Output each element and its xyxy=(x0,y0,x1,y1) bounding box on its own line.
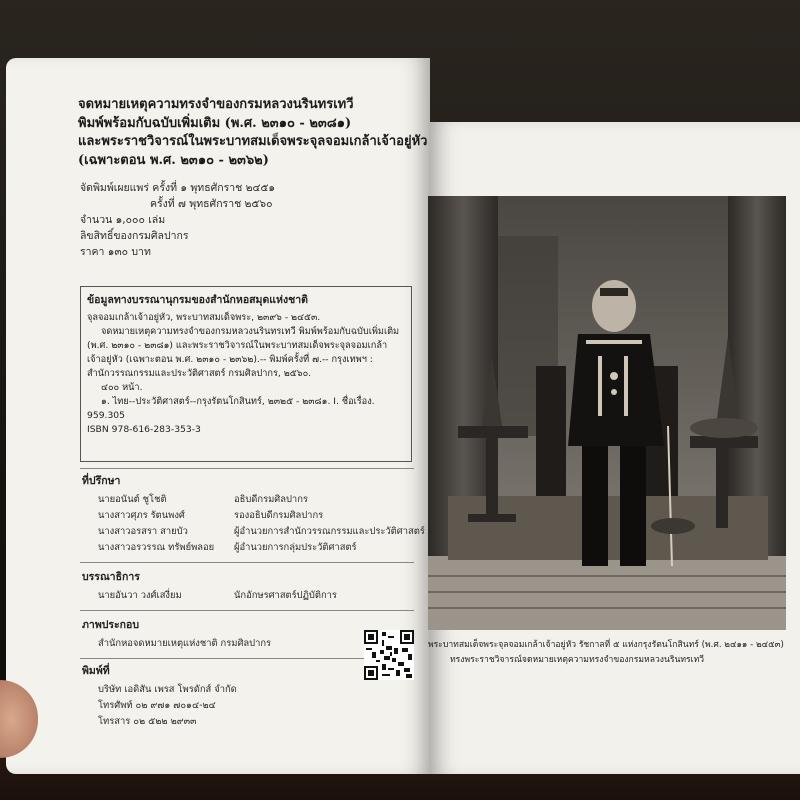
editor-role: นักอักษรศาสตร์ปฏิบัติการ xyxy=(234,590,337,601)
advisor-role: ผู้อำนวยการกลุ่มประวัติศาสตร์ xyxy=(234,542,357,553)
title-line: พิมพ์พร้อมกับฉบับเพิ่มเติม (พ.ศ. ๒๓๑๐ - ๒๓๘๑) xyxy=(78,115,352,131)
copies: จำนวน ๑,๐๐๐ เล่ม xyxy=(80,214,166,226)
portrait-photograph xyxy=(428,196,786,630)
title-line: จดหมายเหตุความทรงจำของกรมหลวงนรินทรเทวี xyxy=(78,97,354,112)
book-title xyxy=(78,96,427,170)
portrait-image xyxy=(428,196,786,630)
divider xyxy=(80,562,414,563)
printer-fax: โทรสาร ๐๒ ๕๒๒ ๒๙๓๓ xyxy=(98,716,197,727)
cip-line: จดหมายเหตุความทรงจำของกรมหลวงนรินทรเทวี พิมพ์พร้อมกับฉบับเพิ่มเติม xyxy=(101,326,400,337)
illustration-source: สำนักหอจดหมายเหตุแห่งชาติ กรมศิลปากร xyxy=(98,638,272,649)
illustration-heading: ภาพประกอบ xyxy=(82,619,140,631)
cip-line: เจ้าอยู่หัว (เฉพาะตอน พ.ศ. ๒๓๑๐ - ๒๓๖๒).-- พิมพ์ครั้งที่ ๗.-- กรุงเทพฯ : xyxy=(87,354,373,365)
cip-line: ISBN 978-616-283-353-3 xyxy=(87,424,201,435)
edition-line-2: ครั้งที่ ๗ พุทธศักราช ๒๕๖๐ xyxy=(150,198,273,210)
divider xyxy=(80,468,414,469)
left-page xyxy=(6,58,430,774)
advisor-name: นายอนันต์ ชูโชติ xyxy=(98,494,167,505)
advisor-role: รองอธิบดีกรมศิลปากร xyxy=(234,510,324,521)
price: ราคา ๑๓๐ บาท xyxy=(80,246,151,258)
copyright: ลิขสิทธิ์ของกรมศิลปากร xyxy=(80,230,189,242)
editor-heading: บรรณาธิการ xyxy=(82,571,140,583)
divider xyxy=(80,610,414,611)
cip-line: จุลจอมเกล้าเจ้าอยู่หัว, พระบาทสมเด็จพระ, ๒๓๙๖ - ๒๔๕๓. xyxy=(87,312,321,323)
cip-line: (พ.ศ. ๒๓๑๐ - ๒๓๘๑) และพระราชวิจารณ์ในพระบาทสมเด็จพระจุลจอมเกล้า xyxy=(87,340,388,351)
cip-line: สำนักวรรณกรรมและประวัติศาสตร์ กรมศิลปากร, ๒๕๖๐. xyxy=(87,368,312,379)
caption-line: ทรงพระราชวิจารณ์จดหมายเหตุความทรงจำของกรมหลวงนรินทรเทวี xyxy=(450,655,705,665)
cip-line: ๔๐๐ หน้า. xyxy=(101,382,143,393)
title-line: และพระราชวิจารณ์ในพระบาทสมเด็จพระจุลจอมเกล้าเจ้าอยู่หัว xyxy=(78,134,428,149)
advisor-name: นางสาวศุภร รัตนพงศ์ xyxy=(98,510,185,521)
cip-text xyxy=(87,311,399,437)
qr-code-graphic xyxy=(364,630,414,680)
edition-line-1: จัดพิมพ์เผยแพร่ ครั้งที่ ๑ พุทธศักราช ๒๔๕๑ xyxy=(80,182,276,194)
cip-line: 959.305 xyxy=(87,410,125,421)
cip-heading: ข้อมูลทางบรรณานุกรมของสำนักหอสมุดแห่งชาติ xyxy=(87,294,308,306)
printer-phone: โทรศัพท์ ๐๒ ๙๗๑ ๗๐๑๔-๒๔ xyxy=(98,700,216,711)
title-line: (เฉพาะตอน พ.ศ. ๒๓๑๐ - ๒๓๖๒) xyxy=(78,152,269,168)
advisor-name: นางสาวอรสรา สายบัว xyxy=(98,526,188,537)
advisor-role: ผู้อำนวยการสำนักวรรณกรรมและประวัติศาสตร์ xyxy=(234,526,425,537)
advisor-name: นางสาวอรวรรณ ทรัพย์พลอย xyxy=(98,542,215,553)
editor-name: นายอันวา วงศ์เสงี่ยม xyxy=(98,590,182,601)
photo-caption xyxy=(428,638,784,668)
advisors-heading: ที่ปรึกษา xyxy=(82,475,121,487)
cip-box xyxy=(80,286,412,462)
caption-line: พระบาทสมเด็จพระจุลจอมเกล้าเจ้าอยู่หัว รัชกาลที่ ๕ แห่งกรุงรัตนโกสินทร์ (พ.ศ. ๒๔๑๑ - ๒๔๕๓) xyxy=(428,640,784,650)
printer-name: บริษัท เอดิสัน เพรส โพรดักส์ จำกัด xyxy=(98,684,237,695)
printer-heading: พิมพ์ที่ xyxy=(82,665,110,677)
advisor-role: อธิบดีกรมศิลปากร xyxy=(234,494,308,505)
cip-line: ๑. ไทย--ประวัติศาสตร์--กรุงรัตนโกสินทร์, ๒๓๒๕ - ๒๓๘๑. I. ชื่อเรื่อง. xyxy=(101,396,375,407)
qr-code xyxy=(364,630,414,680)
publication-info xyxy=(80,180,275,260)
